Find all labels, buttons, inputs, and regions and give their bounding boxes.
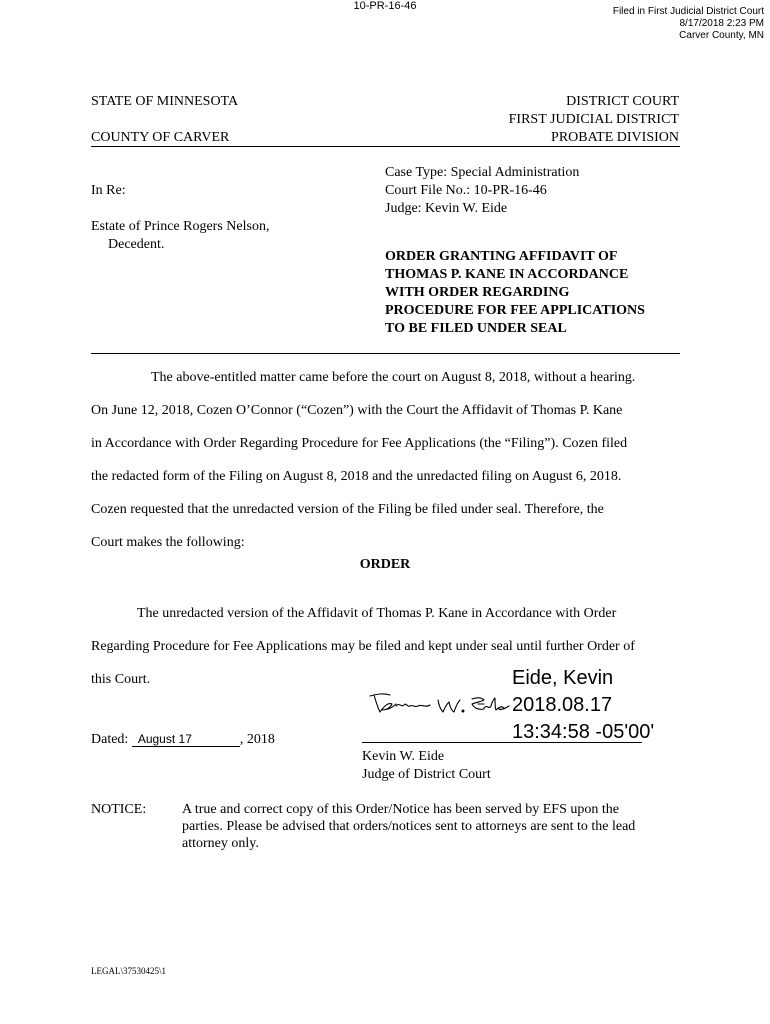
case-type: Case Type: Special Administration xyxy=(385,165,580,180)
signature-line xyxy=(362,742,642,743)
title-divider xyxy=(91,353,680,354)
notice-line: attorney only. xyxy=(182,836,259,851)
court-line: FIRST JUDICIAL DISTRICT xyxy=(508,112,679,127)
dated-year: , 2018 xyxy=(239,732,275,747)
dated-label: Dated: xyxy=(91,732,129,747)
handwritten-signature xyxy=(366,690,510,720)
county-label: COUNTY OF CARVER xyxy=(91,130,230,145)
digital-signature-date: 2018.08.17 xyxy=(512,694,613,716)
order-heading: ORDER xyxy=(359,557,411,572)
notice-text xyxy=(182,801,682,852)
digital-signature-name: Eide, Kevin xyxy=(512,667,614,689)
case-file-id: 10-PR-16-46 xyxy=(353,0,417,12)
paragraph-line: in Accordance with Order Regarding Procedure for Fee Applications (the “Filing”). Cozen filed xyxy=(91,436,628,451)
signer-name: Kevin W. Eide xyxy=(362,749,445,764)
paragraph-line: The above-entitled matter came before the court on August 8, 2018, without a hearing. xyxy=(151,370,636,385)
judge: Judge: Kevin W. Eide xyxy=(385,201,508,216)
court-line: DISTRICT COURT xyxy=(566,94,679,109)
party-block xyxy=(91,218,269,254)
paragraph-line: On June 12, 2018, Cozen O’Connor (“Cozen”) with the Court the Affidavit of Thomas P. Kane xyxy=(91,403,623,418)
dated-line xyxy=(91,731,275,749)
paragraph-line: Court makes the following: xyxy=(91,535,245,550)
filed-stamp-line: 8/17/2018 2:23 PM xyxy=(679,18,764,29)
court-file-no: Court File No.: 10-PR-16-46 xyxy=(385,183,547,198)
notice-line: parties. Please be advised that orders/notices sent to attorneys are sent to the lead xyxy=(182,819,636,834)
paragraph-line: the redacted form of the Filing on August 8, 2018 and the unredacted filing on August 6, 2018. xyxy=(91,469,622,484)
digital-signature-time: 13:34:58 -05'00' xyxy=(512,721,655,743)
document-code: LEGAL\37530425\1 xyxy=(91,966,166,976)
caption-divider xyxy=(91,146,680,147)
title-line: THOMAS P. KANE IN ACCORDANCE xyxy=(385,267,629,282)
recital-paragraph xyxy=(91,361,681,559)
court-block xyxy=(379,93,679,147)
title-line: PROCEDURE FOR FEE APPLICATIONS xyxy=(385,303,645,318)
dated-value: August 17 xyxy=(132,732,240,747)
filed-stamp-line: Filed in First Judicial District Court xyxy=(612,6,764,17)
case-info xyxy=(385,164,579,218)
notice-line: A true and correct copy of this Order/Notice has been served by EFS upon the xyxy=(182,802,619,817)
paragraph-line: Cozen requested that the unredacted version of the Filing be filed under seal. Therefore, the xyxy=(91,502,604,517)
paragraph-line: Regarding Procedure for Fee Applications may be filed and kept under seal until further Order of xyxy=(91,639,635,654)
title-line: ORDER GRANTING AFFIDAVIT OF xyxy=(385,249,618,264)
paragraph-line: this Court. xyxy=(91,672,151,687)
title-line: WITH ORDER REGARDING xyxy=(385,285,570,300)
filed-stamp xyxy=(613,6,764,42)
party-role: Decedent. xyxy=(108,237,165,252)
party-name: Estate of Prince Rogers Nelson, xyxy=(91,219,270,234)
state-label: STATE OF MINNESOTA xyxy=(91,94,239,109)
notice-label: NOTICE: xyxy=(91,802,147,817)
document-title xyxy=(385,248,685,338)
in-re-label: In Re: xyxy=(91,183,126,198)
signer-block xyxy=(362,748,491,784)
title-line: TO BE FILED UNDER SEAL xyxy=(385,321,567,336)
court-line: PROBATE DIVISION xyxy=(551,130,679,145)
signer-title: Judge of District Court xyxy=(362,767,491,782)
paragraph-line: The unredacted version of the Affidavit of Thomas P. Kane in Accordance with Order xyxy=(137,606,617,621)
filed-stamp-line: Carver County, MN xyxy=(679,30,764,41)
